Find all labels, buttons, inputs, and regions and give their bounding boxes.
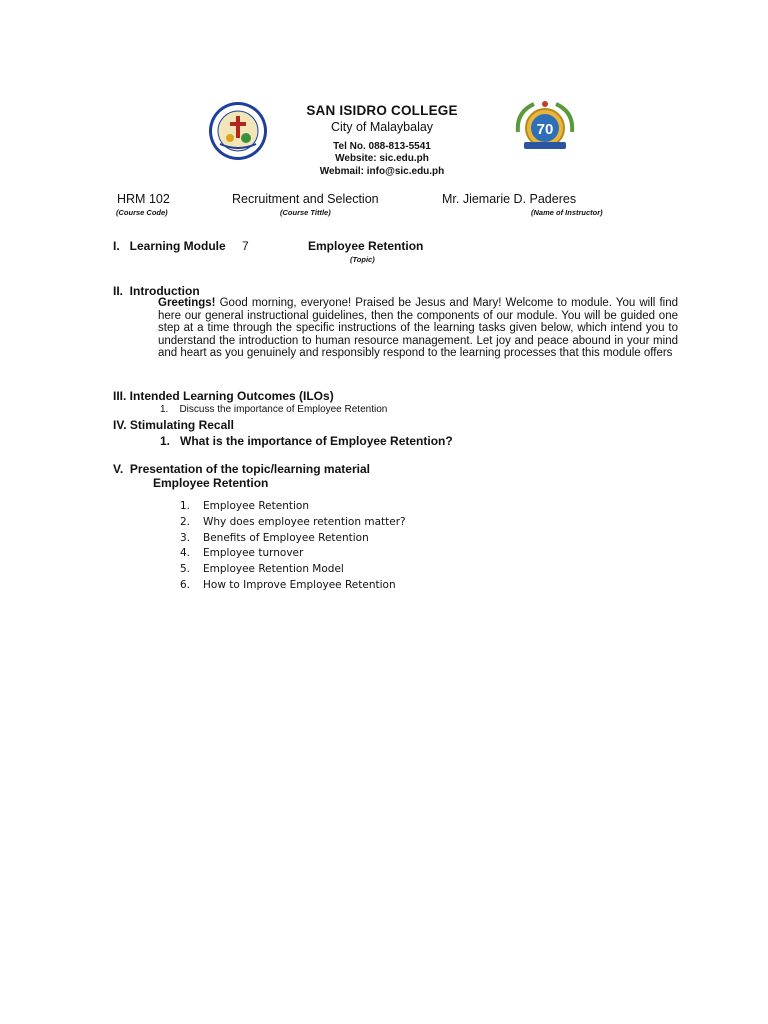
module-topic: Employee Retention [308, 239, 424, 253]
course-code-caption: (Course Code) [116, 208, 168, 217]
college-name: SAN ISIDRO COLLEGE [306, 103, 458, 118]
list-item-text: How to Improve Employee Retention [203, 578, 396, 591]
ilos-heading: III. Intended Learning Outcomes (ILOs) [113, 389, 334, 403]
introduction-text: Good morning, everyone! Praised be Jesus and Mary! Welcome to module. You will find here our general instructional guidelines, then the components of our module. You will be guided one step at a time through the specific instructions of the learning tasks given below, which intend you to understand the introduction to human resource management. Let joy and peace abound in your mind and heart as you genuinely and responsibly respond to the learning processes that this module offers [158, 297, 678, 360]
list-number: 6. [180, 578, 191, 591]
introduction-heading: II. Introduction [113, 284, 200, 298]
list-item-text: Employee Retention Model [203, 563, 344, 576]
topic-list [180, 500, 406, 595]
college-city: City of Malaybalay [330, 120, 434, 134]
anniversary-number: 70 [536, 121, 554, 138]
list-number: 1. [180, 500, 191, 512]
stimulating-recall-heading: IV. Stimulating Recall [113, 418, 234, 432]
introduction-paragraph [158, 297, 678, 360]
module-number: 7 [242, 239, 249, 253]
telephone: Tel No. 088-813-5541 [333, 141, 431, 152]
college-seal-logo [208, 100, 268, 162]
list-item [180, 532, 406, 548]
list-item-text: Employee turnover [203, 547, 304, 560]
course-title: Recruitment and Selection [232, 192, 379, 206]
learning-module-label: I. Learning Module [113, 239, 226, 253]
presentation-heading: V. Presentation of the topic/learning material [113, 462, 370, 476]
instructor-caption: (Name of Instructor) [531, 208, 603, 217]
list-item [180, 579, 406, 595]
list-number: 2. [180, 515, 191, 528]
course-title-caption: (Course Tittle) [280, 208, 331, 217]
list-item-text: Why does employee retention matter? [203, 515, 406, 528]
topic-caption: (Topic) [350, 255, 375, 264]
list-item [180, 547, 406, 563]
list-number: 4. [180, 547, 191, 560]
list-item-text: Benefits of Employee Retention [203, 531, 369, 544]
website: Website: sic.edu.ph [335, 153, 429, 164]
list-item [180, 500, 406, 516]
presentation-subheading: Employee Retention [153, 476, 269, 490]
list-number: 3. [180, 531, 191, 544]
anniversary-seal-logo [512, 98, 578, 154]
ilo-item: 1. Discuss the importance of Employee Retention [160, 404, 388, 415]
instructor-name: Mr. Jiemarie D. Paderes [442, 192, 577, 206]
list-item-text: Employee Retention [203, 500, 309, 512]
list-item [180, 516, 406, 532]
list-number: 5. [180, 563, 191, 576]
webmail: Webmail: info@sic.edu.ph [319, 166, 445, 177]
list-item [180, 563, 406, 579]
greeting-text: Greetings! [158, 297, 216, 309]
course-code: HRM 102 [117, 192, 170, 206]
recall-question: 1. What is the importance of Employee Retention? [160, 434, 453, 448]
